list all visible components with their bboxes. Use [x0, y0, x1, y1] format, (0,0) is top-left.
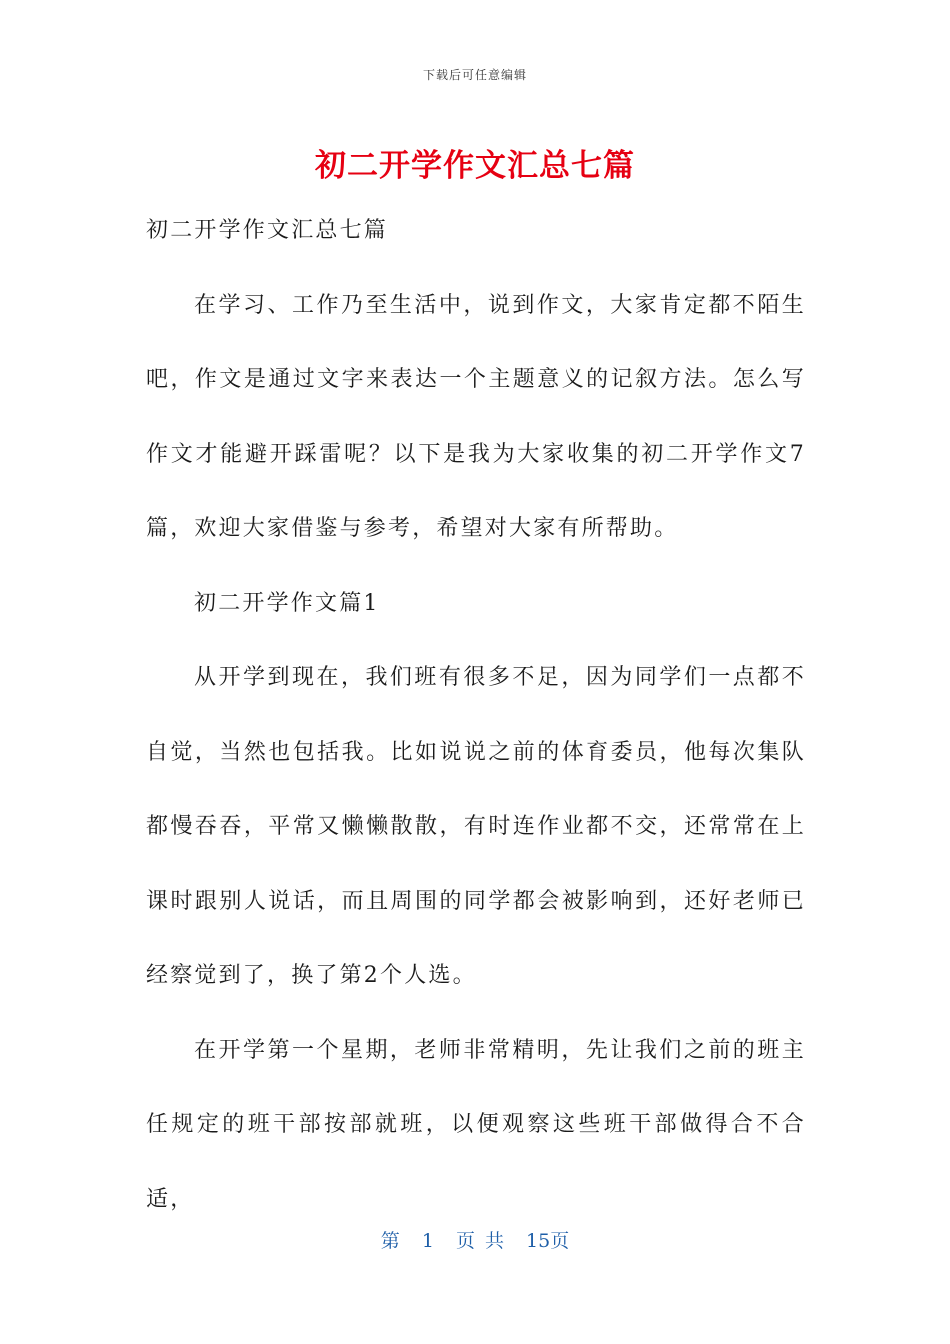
page-footer — [0, 1226, 950, 1253]
header-note: 下载后可任意编辑 — [422, 68, 527, 82]
essay-paragraph: 在开学第一个星期，老师非常精明，先让我们之前的班主任规定的班干部按部就班，以便观察这些班干部做得合不合适， — [146, 1037, 806, 1212]
footer-middle: 页 共 — [455, 1230, 504, 1252]
section-heading: 初二开学作文篇1 — [194, 590, 380, 616]
footer-prefix: 第 — [380, 1230, 400, 1252]
essay-paragraph: 从开学到现在，我们班有很多不足，因为同学们一点都不自觉，当然也包括我。比如说说之前的体育委员，他每次集队都慢吞吞，平常又懒懒散散，有时连作业都不交，还常常在上课时跟别人说话，而且周围的同学都会被影响到，还好老师已经察觉到了，换了第2个人选。 — [146, 665, 806, 988]
document-title: 初二开学作文汇总七篇 — [315, 148, 635, 184]
document-body — [146, 194, 806, 1237]
intro-paragraph: 在学习、工作乃至生活中，说到作文，大家肯定都不陌生吧，作文是通过文字来表达一个主题意义的记叙方法。怎么写作文才能避开踩雷呢？以下是我为大家收集的初二开学作文7篇，欢迎大家借鉴与参考，希望对大家有所帮助。 — [146, 292, 806, 541]
footer-total-pages: 15页 — [526, 1230, 570, 1252]
subtitle-line: 初二开学作文汇总七篇 — [146, 218, 389, 243]
footer-page-number: 1 — [421, 1230, 434, 1252]
